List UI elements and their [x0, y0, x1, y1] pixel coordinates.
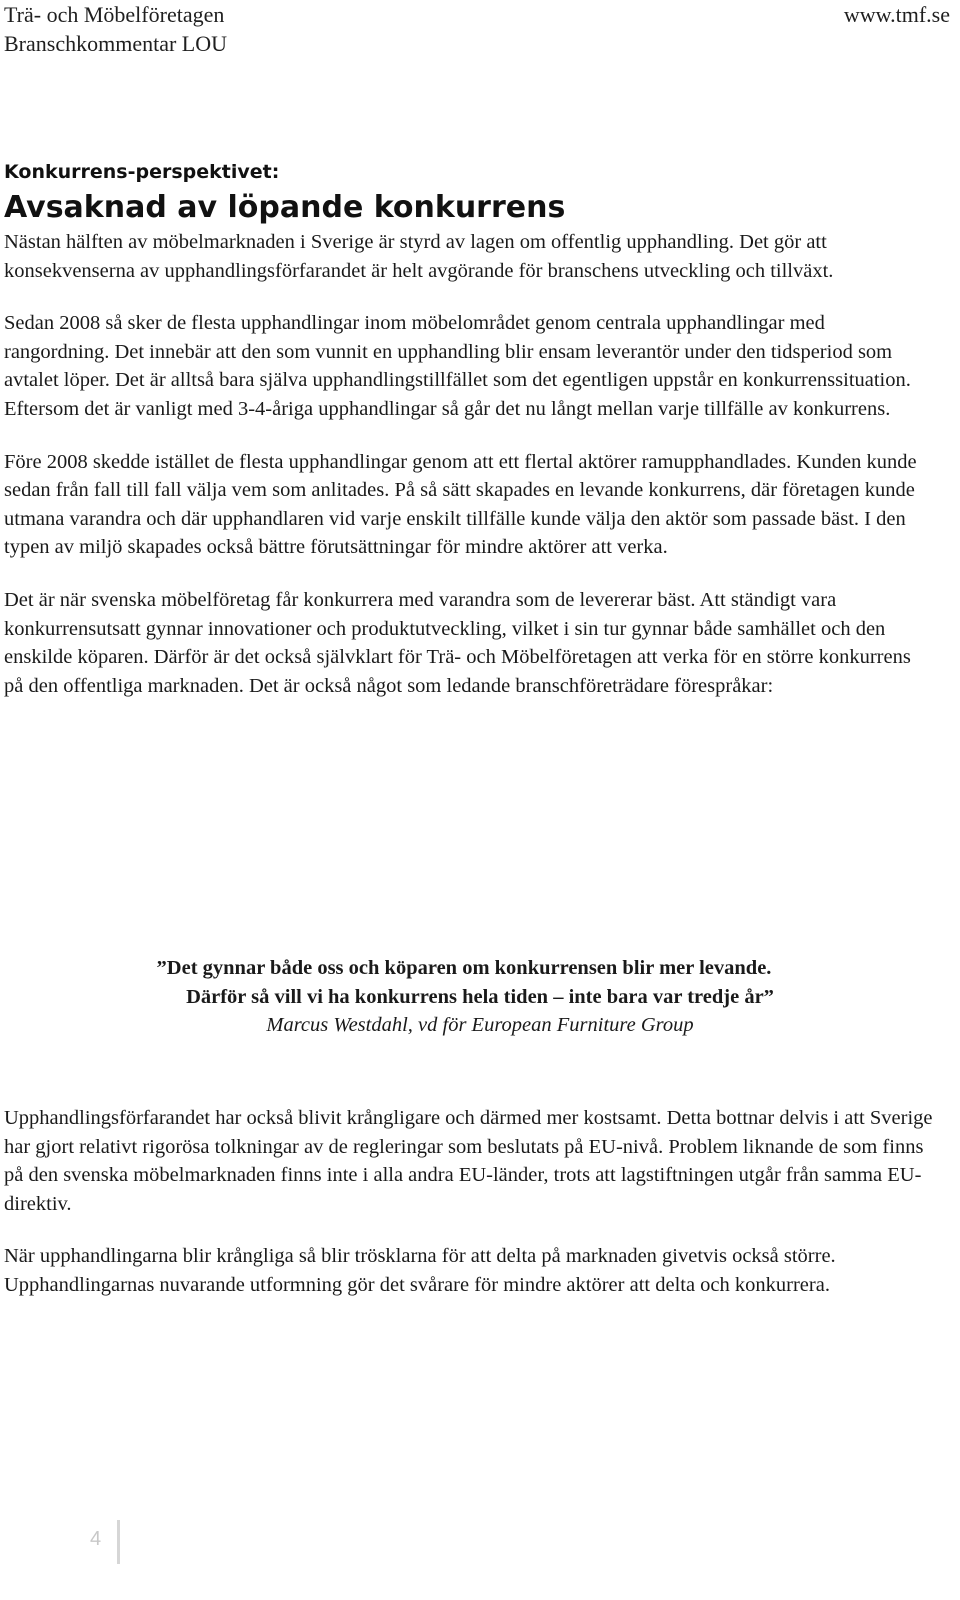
header-website: www.tmf.se: [843, 2, 950, 27]
section-headline: Avsaknad av löpande konkurrens: [4, 190, 566, 225]
quote-attribution: Marcus Westdahl, vd för European Furniture Group: [266, 1014, 694, 1037]
paragraph-1: Nästan hälften av möbelmarknaden i Sverige är styrd av lagen om offentlig upphandling. Det gör att konsekvenserna av upphandlingsförfarandet är helt avgörande för branschens utveckling och tillväxt.: [4, 231, 834, 282]
paragraph-6: När upphandlingarna blir krångliga så blir trösklarna för att delta på marknaden givetvis också större. Upphandlingarnas nuvarande utformning gör det svårare för mindre aktörer att delta och konkurrera.: [4, 1245, 836, 1296]
paragraph-4: Det är när svenska möbelföretag får konkurrera med varandra som de levererar bäst. Att ständigt vara konkurrensutsatt gynnar innovationer och produktutveckling, vilket i sin tur gynnar både samhället och den enskilde köparen. Därför är det också självklart för Trä- och Möbelföretagen att verka för en större konkurrens på den offentliga marknaden. Det är också något som ledande branschföreträdare förespråkar:: [4, 588, 911, 697]
header-subtitle: Branschkommentar LOU: [4, 31, 227, 56]
section-kicker: Konkurrens-perspektivet:: [4, 161, 280, 183]
main-content-continued: [4, 1104, 934, 1300]
quote-line-1: ”Det gynnar både oss och köparen om konkurrensen blir mer levande.: [156, 957, 772, 979]
paragraph-3: Före 2008 skedde istället de flesta upphandlingar genom att ett flertal aktörer ramupphandlades. Kunden kunde sedan från fall till fall välja vem som anlitades. På så sätt skapades en levande konkurrens, där företagen kunde utmana varandra och där upphandlaren vid varje enskilt tillfälle kunde välja den aktör som passade bäst. I den typen av miljö skapades också bättre förutsättningar för mindre aktörer att verka.: [4, 450, 917, 559]
main-content: [4, 160, 934, 700]
footer-divider: [117, 1520, 120, 1564]
paragraph-2: Sedan 2008 så sker de flesta upphandlingar inom möbelområdet genom centrala upphandlingar med rangordning. Det innebär att den som vunnit en upphandling blir ensam leverantör under den tidsperiod som avtalet löper. Det är alltså bara själva upphandlingstillfället som det egentligen uppstår en konkurrenssituation. Eftersom det är vanligt med 3-4-åriga upphandlingar så går det nu långt mellan varje tillfälle av konkurrens.: [4, 312, 911, 420]
quote-line-2: Därför så vill vi ha konkurrens hela tiden – inte bara var tredje år”: [186, 985, 774, 1008]
paragraph-5: Upphandlingsförfarandet har också blivit krångligare och därmed mer kostsamt. Detta bottnar delvis i att Sverige har gjort relativt rigorösa tolkningar av de regleringar som beslutats på EU-nivå. Problem liknande de som finns på den svenska möbelmarknaden finns inte i alla andra EU-länder, trots att lagstiftningen utgår från samma EU-direktiv.: [4, 1107, 933, 1215]
pull-quote: [0, 954, 960, 1040]
header-org: Trä- och Möbelföretagen: [4, 2, 225, 27]
page-number: 4: [90, 1528, 102, 1550]
header-left: [4, 0, 227, 58]
